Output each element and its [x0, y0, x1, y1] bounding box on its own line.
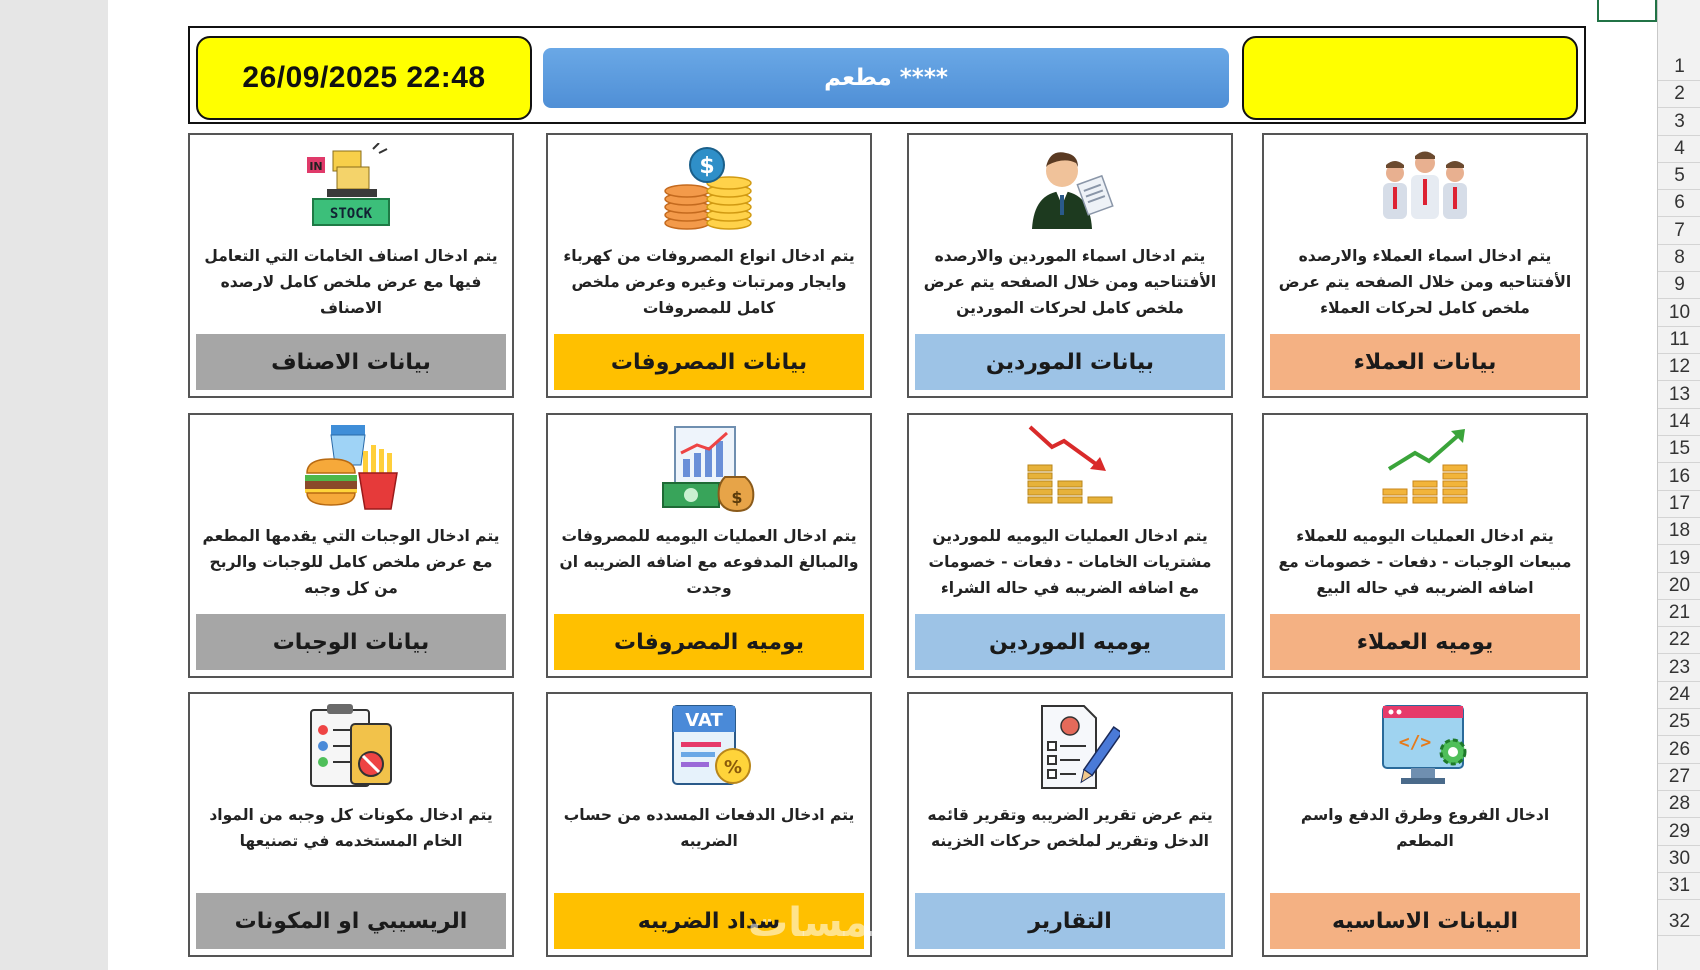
- row-number[interactable]: 10: [1668, 302, 1691, 323]
- row-divider: [1658, 490, 1700, 491]
- row-number[interactable]: 25: [1668, 711, 1691, 732]
- customers-data-button[interactable]: بيانات العملاء: [1270, 334, 1580, 390]
- row-number[interactable]: 3: [1674, 111, 1685, 132]
- card-description: يتم ادخال العمليات اليوميه للمصروفات والمبالغ المدفوعه مع اضافه الضريبه ان وجدت: [559, 527, 859, 597]
- recipes-button[interactable]: الريسيبي او المكونات: [196, 893, 506, 949]
- vat-icon: [548, 702, 870, 792]
- row-divider: [1658, 544, 1700, 545]
- row-divider: [1658, 735, 1700, 736]
- money-growth-icon: [548, 423, 870, 513]
- basic-data-button[interactable]: البيانات الاساسيه: [1270, 893, 1580, 949]
- card-customers-journal: [1262, 413, 1588, 678]
- row-number[interactable]: 7: [1674, 220, 1685, 241]
- card-customers: [1262, 133, 1588, 398]
- expenses-journal-button[interactable]: يوميه المصروفات: [554, 614, 864, 670]
- suppliers-data-button[interactable]: بيانات الموردين: [915, 334, 1225, 390]
- restaurant-name: مطعم ****: [824, 65, 948, 91]
- card-expenses-journal: [546, 413, 872, 678]
- svg-text:$: $: [731, 488, 743, 507]
- row-number[interactable]: 31: [1668, 875, 1691, 896]
- card-suppliers: [907, 133, 1233, 398]
- customers-journal-button[interactable]: يوميه العملاء: [1270, 614, 1580, 670]
- card-description: يتم عرض تقرير الضريبه وتقرير قائمه الدخل وتقرير لملخص حركات الخزينه: [927, 806, 1213, 850]
- card-basic-data: [1262, 692, 1588, 957]
- card-description: يتم ادخال مكونات كل وجبه من المواد الخام المستخدمه في تصنيعها: [209, 806, 493, 850]
- svg-text:STOCK: STOCK: [329, 206, 373, 222]
- datetime-box: [196, 36, 532, 120]
- row-divider: [1658, 244, 1700, 245]
- stock-icon: [190, 143, 512, 233]
- card-recipes: [188, 692, 514, 957]
- card-description: يتم ادخال اسماء العملاء والارصده الأفتتاحيه ومن خلال الصفحه يتم عرض ملخص كامل لحركات العملاء: [1278, 247, 1572, 317]
- row-divider: [1658, 708, 1700, 709]
- row-number[interactable]: 14: [1668, 411, 1691, 432]
- row-divider: [1658, 408, 1700, 409]
- row-divider: [1658, 517, 1700, 518]
- row-number[interactable]: 17: [1668, 493, 1691, 514]
- info-box: [1242, 36, 1578, 120]
- row-divider: [1658, 681, 1700, 682]
- row-number[interactable]: 24: [1668, 684, 1691, 705]
- items-data-button[interactable]: بيانات الاصناف: [196, 334, 506, 390]
- row-divider: [1658, 626, 1700, 627]
- card-description: يتم ادخال الدفعات المسدده من حساب الضريبه: [563, 806, 855, 850]
- row-divider: [1658, 326, 1700, 327]
- card-description: يتم ادخال اسماء الموردين والارصده الأفتتاحيه ومن خلال الصفحه يتم عرض ملخص كامل لحركات الموردين: [923, 247, 1217, 317]
- row-number[interactable]: 26: [1668, 739, 1691, 760]
- row-divider: [1658, 189, 1700, 190]
- chart-down-icon: [909, 423, 1231, 513]
- row-number[interactable]: 16: [1668, 466, 1691, 487]
- row-number[interactable]: 9: [1674, 274, 1685, 295]
- customers-icon: [1264, 143, 1586, 233]
- svg-text:IN: IN: [309, 160, 323, 173]
- card-suppliers-journal: [907, 413, 1233, 678]
- card-description: يتم ادخال العمليات اليوميه للعملاء مبيعات الوجبات - دفعات - خصومات مع اضافه الضريبه في حاله البيع: [1278, 527, 1572, 597]
- fast-food-icon: [190, 423, 512, 513]
- row-number[interactable]: 23: [1668, 657, 1691, 678]
- row-divider: [1658, 935, 1700, 936]
- row-divider: [1658, 435, 1700, 436]
- card-description: يتم ادخال اصناف الخامات التي التعامل فيها مع عرض ملخص كامل لارصده الاصناف: [204, 247, 498, 317]
- row-number[interactable]: 22: [1668, 629, 1691, 650]
- datetime-text: 26/09/2025 22:48: [242, 61, 486, 94]
- svg-text:$: $: [699, 154, 715, 179]
- row-divider: [1658, 271, 1700, 272]
- row-divider: [1658, 80, 1700, 81]
- row-divider: [1658, 599, 1700, 600]
- row-number[interactable]: 1: [1674, 56, 1685, 77]
- row-number[interactable]: 2: [1674, 83, 1685, 104]
- reports-button[interactable]: التقارير: [915, 893, 1225, 949]
- meals-data-button[interactable]: بيانات الوجبات: [196, 614, 506, 670]
- row-divider: [1658, 298, 1700, 299]
- row-number[interactable]: 8: [1674, 247, 1685, 268]
- row-divider: [1658, 107, 1700, 108]
- row-number[interactable]: 30: [1668, 848, 1691, 869]
- row-number[interactable]: 11: [1669, 329, 1690, 350]
- row-number[interactable]: 28: [1668, 793, 1691, 814]
- row-number[interactable]: 27: [1668, 766, 1691, 787]
- header-band: [188, 26, 1586, 124]
- card-description: ادخال الفروع وطرق الدفع واسم المطعم: [1300, 806, 1550, 850]
- card-meals: [188, 413, 514, 678]
- supplier-icon: [909, 143, 1231, 233]
- card-expenses: [546, 133, 872, 398]
- svg-text:VAT: VAT: [685, 710, 723, 731]
- settings-code-icon: [1264, 702, 1586, 792]
- row-divider: [1658, 845, 1700, 846]
- recipe-icon: [190, 702, 512, 792]
- watermark: خمسات: [748, 900, 900, 946]
- row-divider: [1658, 462, 1700, 463]
- row-number[interactable]: 12: [1668, 356, 1691, 377]
- restaurant-title-bar[interactable]: [543, 48, 1229, 108]
- row-divider: [1658, 653, 1700, 654]
- row-divider: [1658, 572, 1700, 573]
- row-number[interactable]: 15: [1668, 438, 1691, 459]
- suppliers-journal-button[interactable]: يوميه الموردين: [915, 614, 1225, 670]
- chart-up-icon: [1264, 423, 1586, 513]
- card-description: يتم ادخال انواع المصروفات من كهرباء وايجار ومرتبات وغيره وعرض ملخص كامل للمصروفات: [563, 247, 855, 317]
- row-header-column: [1657, 0, 1700, 970]
- report-icon: [909, 702, 1231, 792]
- row-number[interactable]: 21: [1668, 602, 1691, 623]
- card-description: يتم ادخال العمليات اليوميه للموردين مشتريات الخامات - دفعات - خصومات مع اضافه الضريبه في حاله الشراء: [928, 527, 1212, 597]
- row-number[interactable]: 20: [1668, 575, 1691, 596]
- row-divider: [1658, 135, 1700, 136]
- row-divider: [1658, 872, 1700, 873]
- row-number[interactable]: 4: [1674, 138, 1685, 159]
- row-number[interactable]: 18: [1668, 520, 1691, 541]
- tax-payment-button[interactable]: سداد الضريبه: [554, 893, 864, 949]
- row-number[interactable]: 6: [1674, 192, 1685, 213]
- workbook-left-margin: [0, 0, 108, 970]
- row-divider: [1658, 216, 1700, 217]
- row-divider: [1658, 763, 1700, 764]
- selected-cell-cursor: [1597, 0, 1657, 22]
- expenses-data-button[interactable]: بيانات المصروفات: [554, 334, 864, 390]
- dashboard-sheet: [108, 0, 1657, 970]
- row-divider: [1658, 817, 1700, 818]
- row-number[interactable]: 19: [1668, 548, 1691, 569]
- row-divider: [1658, 353, 1700, 354]
- row-divider: [1658, 899, 1700, 900]
- coins-dollar-icon: [548, 143, 870, 233]
- row-number[interactable]: 5: [1674, 165, 1685, 186]
- card-reports: [907, 692, 1233, 957]
- row-number[interactable]: 29: [1668, 821, 1691, 842]
- card-description: يتم ادخال الوجبات التي يقدمها المطعم مع عرض ملخص كامل للوجبات والربح من كل وجبه: [202, 527, 500, 597]
- row-number[interactable]: 32: [1668, 911, 1691, 932]
- row-divider: [1658, 790, 1700, 791]
- svg-text:</>: </>: [1398, 732, 1432, 753]
- row-divider: [1658, 380, 1700, 381]
- row-number[interactable]: 13: [1668, 384, 1691, 405]
- svg-text:%: %: [723, 757, 743, 778]
- card-items: [188, 133, 514, 398]
- row-divider: [1658, 162, 1700, 163]
